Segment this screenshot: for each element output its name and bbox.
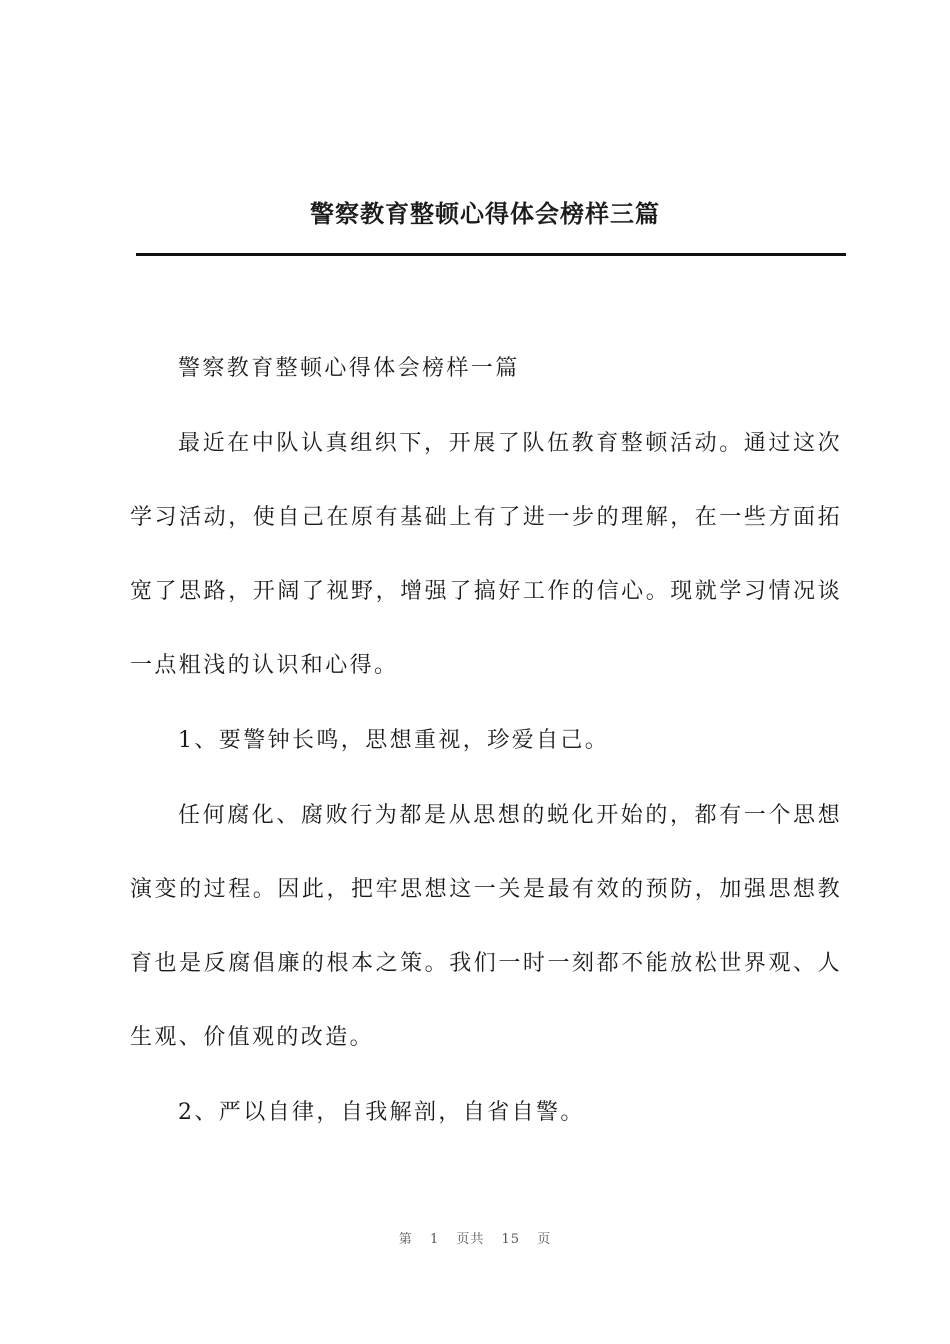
footer-total-pages: 15 [501, 1232, 521, 1247]
numbered-point: 1、要警钟长鸣，思想重视，珍爱自己。 [178, 728, 610, 753]
body-paragraph: 最近在中队认真组织下，开展了队伍教育整顿活动。通过这次学习活动，使自己在原有基础上有了进一步的理解，在一些方面拓宽了思路，开阔了视野，增强了搞好工作的信心。现就学习情况谈一点粗浅的认识和心得。 [130, 431, 842, 678]
title-underline-rule [136, 253, 846, 256]
footer-label-pages: 页 [537, 1232, 552, 1247]
numbered-point: 2、严以自律，自我解剖，自省自警。 [178, 1100, 585, 1125]
footer-label-of: 页共 [456, 1232, 485, 1247]
document-title: 警察教育整顿心得体会榜样三篇 [310, 200, 660, 228]
section-heading: 警察教育整顿心得体会榜样一篇 [178, 356, 520, 381]
footer-current-page: 1 [429, 1232, 440, 1247]
document-body [130, 341, 842, 1160]
footer-label-page: 第 [398, 1232, 413, 1247]
page-number-footer [0, 1228, 950, 1247]
body-paragraph: 任何腐化、腐败行为都是从思想的蜕化开始的，都有一个思想演变的过程。因此，把牢思想这一关是最有效的预防，加强思想教育也是反腐倡廉的根本之策。我们一时一刻都不能放松世界观、人生观、价值观的改造。 [130, 803, 842, 1050]
